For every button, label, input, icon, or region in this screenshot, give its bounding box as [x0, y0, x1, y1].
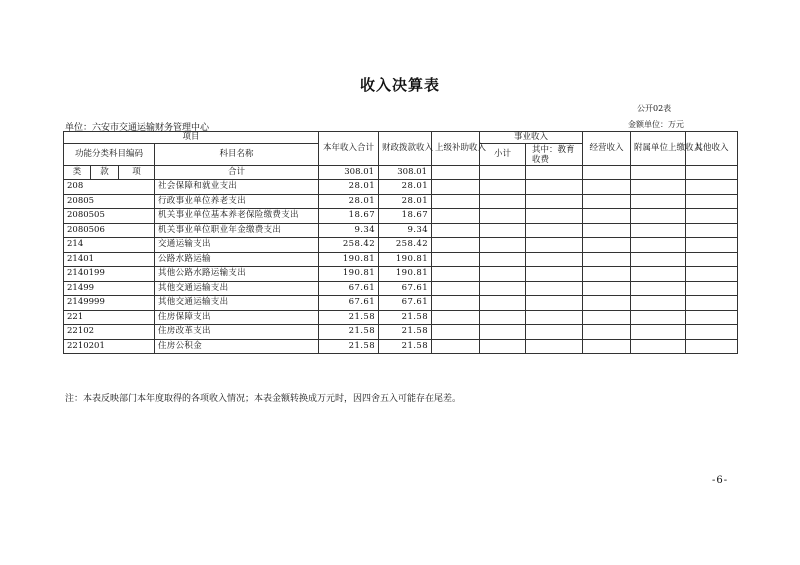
row-upper-subsidy: [432, 339, 480, 354]
table-row: [64, 223, 738, 238]
row-edu-fee: [526, 310, 583, 325]
table-row: [64, 267, 738, 282]
row-operating: [583, 281, 631, 296]
header-edu-fee: 其中：教育收费: [526, 144, 583, 166]
row-fiscal: 190.81: [379, 252, 432, 267]
row-operating: [583, 180, 631, 195]
row-affiliated: [631, 238, 686, 253]
table-row: [64, 252, 738, 267]
table-row: [64, 180, 738, 195]
row-fiscal: 258.42: [379, 238, 432, 253]
row-upper-subsidy: [432, 310, 480, 325]
footnote: 注：本表反映部门本年度取得的各项收入情况；本表金额转换成万元时，因四舍五入可能存在尾差。: [65, 394, 462, 404]
header-func-code: 功能分类科目编码: [64, 144, 155, 166]
row-code: 221: [64, 310, 155, 325]
row-code: 22102: [64, 325, 155, 340]
row-fiscal: 190.81: [379, 267, 432, 282]
row-fiscal: 67.61: [379, 281, 432, 296]
row-affiliated: [631, 296, 686, 311]
row-operating: [583, 296, 631, 311]
row-name: 机关事业单位职业年金缴费支出: [155, 223, 319, 238]
row-code: 21401: [64, 252, 155, 267]
row-other: [686, 325, 738, 340]
row-annual: 67.61: [319, 296, 379, 311]
header-operating: 经营收入: [583, 132, 631, 166]
total-label: 合计: [155, 166, 319, 180]
row-fiscal: 67.61: [379, 296, 432, 311]
form-number: 公开02表: [637, 104, 672, 113]
row-edu-fee: [526, 281, 583, 296]
row-code: 20805: [64, 194, 155, 209]
row-affiliated: [631, 339, 686, 354]
row-edu-fee: [526, 223, 583, 238]
row-affiliated: [631, 223, 686, 238]
row-other: [686, 267, 738, 282]
row-other: [686, 238, 738, 253]
row-annual: 21.58: [319, 310, 379, 325]
row-upper-subsidy: [432, 238, 480, 253]
row-operating: [583, 238, 631, 253]
row-upper-subsidy: [432, 194, 480, 209]
row-annual: 258.42: [319, 238, 379, 253]
row-annual: 28.01: [319, 180, 379, 195]
row-affiliated: [631, 180, 686, 195]
row-code: 2140199: [64, 267, 155, 282]
row-business-subtotal: [480, 281, 526, 296]
row-business-subtotal: [480, 238, 526, 253]
row-annual: 21.58: [319, 339, 379, 354]
row-upper-subsidy: [432, 296, 480, 311]
row-other: [686, 194, 738, 209]
row-affiliated: [631, 310, 686, 325]
header-subtotal: 小计: [480, 144, 526, 166]
row-business-subtotal: [480, 209, 526, 224]
row-code: 2149999: [64, 296, 155, 311]
row-fiscal: 28.01: [379, 180, 432, 195]
row-other: [686, 339, 738, 354]
table-row: [64, 194, 738, 209]
row-other: [686, 281, 738, 296]
income-table: [63, 131, 738, 354]
row-affiliated: [631, 209, 686, 224]
row-operating: [583, 267, 631, 282]
header-lei: 类: [64, 166, 91, 180]
row-code: 214: [64, 238, 155, 253]
row-operating: [583, 339, 631, 354]
row-fiscal: 21.58: [379, 325, 432, 340]
header-subject-name: 科目名称: [155, 144, 319, 166]
total-annual: 308.01: [319, 166, 379, 180]
row-operating: [583, 252, 631, 267]
row-business-subtotal: [480, 194, 526, 209]
page-title: 收入决算表: [359, 76, 440, 94]
row-name: 其他交通运输支出: [155, 281, 319, 296]
row-fiscal: 21.58: [379, 310, 432, 325]
header-business: 事业收入: [480, 132, 583, 144]
header-item: 项目: [64, 132, 319, 144]
row-fiscal: 18.67: [379, 209, 432, 224]
row-business-subtotal: [480, 223, 526, 238]
row-code: 2210201: [64, 339, 155, 354]
row-edu-fee: [526, 209, 583, 224]
row-fiscal: 9.34: [379, 223, 432, 238]
table-row: [64, 238, 738, 253]
row-fiscal: 28.01: [379, 194, 432, 209]
row-edu-fee: [526, 339, 583, 354]
row-edu-fee: [526, 267, 583, 282]
row-annual: 9.34: [319, 223, 379, 238]
row-affiliated: [631, 281, 686, 296]
row-operating: [583, 223, 631, 238]
row-operating: [583, 209, 631, 224]
table-row: [64, 339, 738, 354]
row-name: 住房公积金: [155, 339, 319, 354]
row-edu-fee: [526, 238, 583, 253]
table-row: [64, 325, 738, 340]
row-affiliated: [631, 267, 686, 282]
row-upper-subsidy: [432, 180, 480, 195]
header-xiang: 项: [119, 166, 155, 180]
row-upper-subsidy: [432, 281, 480, 296]
row-annual: 190.81: [319, 252, 379, 267]
row-other: [686, 252, 738, 267]
row-name: 交通运输支出: [155, 238, 319, 253]
row-edu-fee: [526, 296, 583, 311]
row-other: [686, 180, 738, 195]
page-number: -6-: [712, 475, 729, 486]
table-body: [64, 180, 738, 354]
amount-unit: 金额单位：万元: [628, 120, 684, 129]
row-annual: 28.01: [319, 194, 379, 209]
row-business-subtotal: [480, 180, 526, 195]
row-upper-subsidy: [432, 223, 480, 238]
row-edu-fee: [526, 325, 583, 340]
row-business-subtotal: [480, 267, 526, 282]
row-code: 2080506: [64, 223, 155, 238]
row-name: 社会保障和就业支出: [155, 180, 319, 195]
row-edu-fee: [526, 180, 583, 195]
header-affiliated: 附属单位上缴收入: [631, 132, 686, 166]
row-name: 其他交通运输支出: [155, 296, 319, 311]
row-other: [686, 209, 738, 224]
header-other: 其他收入: [686, 132, 738, 166]
row-business-subtotal: [480, 296, 526, 311]
row-annual: 190.81: [319, 267, 379, 282]
reporting-unit: 单位：六安市交通运输财务管理中心: [65, 123, 210, 133]
row-affiliated: [631, 325, 686, 340]
table-row: [64, 281, 738, 296]
row-affiliated: [631, 252, 686, 267]
row-name: 住房改革支出: [155, 325, 319, 340]
row-other: [686, 310, 738, 325]
row-upper-subsidy: [432, 209, 480, 224]
header-kuan: 款: [91, 166, 119, 180]
row-code: 2080505: [64, 209, 155, 224]
header-upper-subsidy: 上级补助收入: [432, 132, 480, 166]
row-annual: 67.61: [319, 281, 379, 296]
row-other: [686, 223, 738, 238]
row-annual: 21.58: [319, 325, 379, 340]
row-edu-fee: [526, 252, 583, 267]
table-row: [64, 296, 738, 311]
row-business-subtotal: [480, 325, 526, 340]
row-affiliated: [631, 194, 686, 209]
row-business-subtotal: [480, 252, 526, 267]
row-operating: [583, 194, 631, 209]
row-business-subtotal: [480, 310, 526, 325]
header-fiscal: 财政拨款收入: [379, 132, 432, 166]
row-business-subtotal: [480, 339, 526, 354]
row-name: 行政事业单位养老支出: [155, 194, 319, 209]
row-annual: 18.67: [319, 209, 379, 224]
row-edu-fee: [526, 194, 583, 209]
row-name: 公路水路运输: [155, 252, 319, 267]
total-fiscal: 308.01: [379, 166, 432, 180]
row-operating: [583, 325, 631, 340]
row-fiscal: 21.58: [379, 339, 432, 354]
row-upper-subsidy: [432, 252, 480, 267]
table-row: [64, 310, 738, 325]
row-upper-subsidy: [432, 325, 480, 340]
row-upper-subsidy: [432, 267, 480, 282]
row-name: 机关事业单位基本养老保险缴费支出: [155, 209, 319, 224]
table-row: [64, 209, 738, 224]
row-operating: [583, 310, 631, 325]
row-code: 208: [64, 180, 155, 195]
row-name: 住房保障支出: [155, 310, 319, 325]
row-other: [686, 296, 738, 311]
row-code: 21499: [64, 281, 155, 296]
row-name: 其他公路水路运输支出: [155, 267, 319, 282]
header-annual-income: 本年收入合计: [319, 132, 379, 166]
